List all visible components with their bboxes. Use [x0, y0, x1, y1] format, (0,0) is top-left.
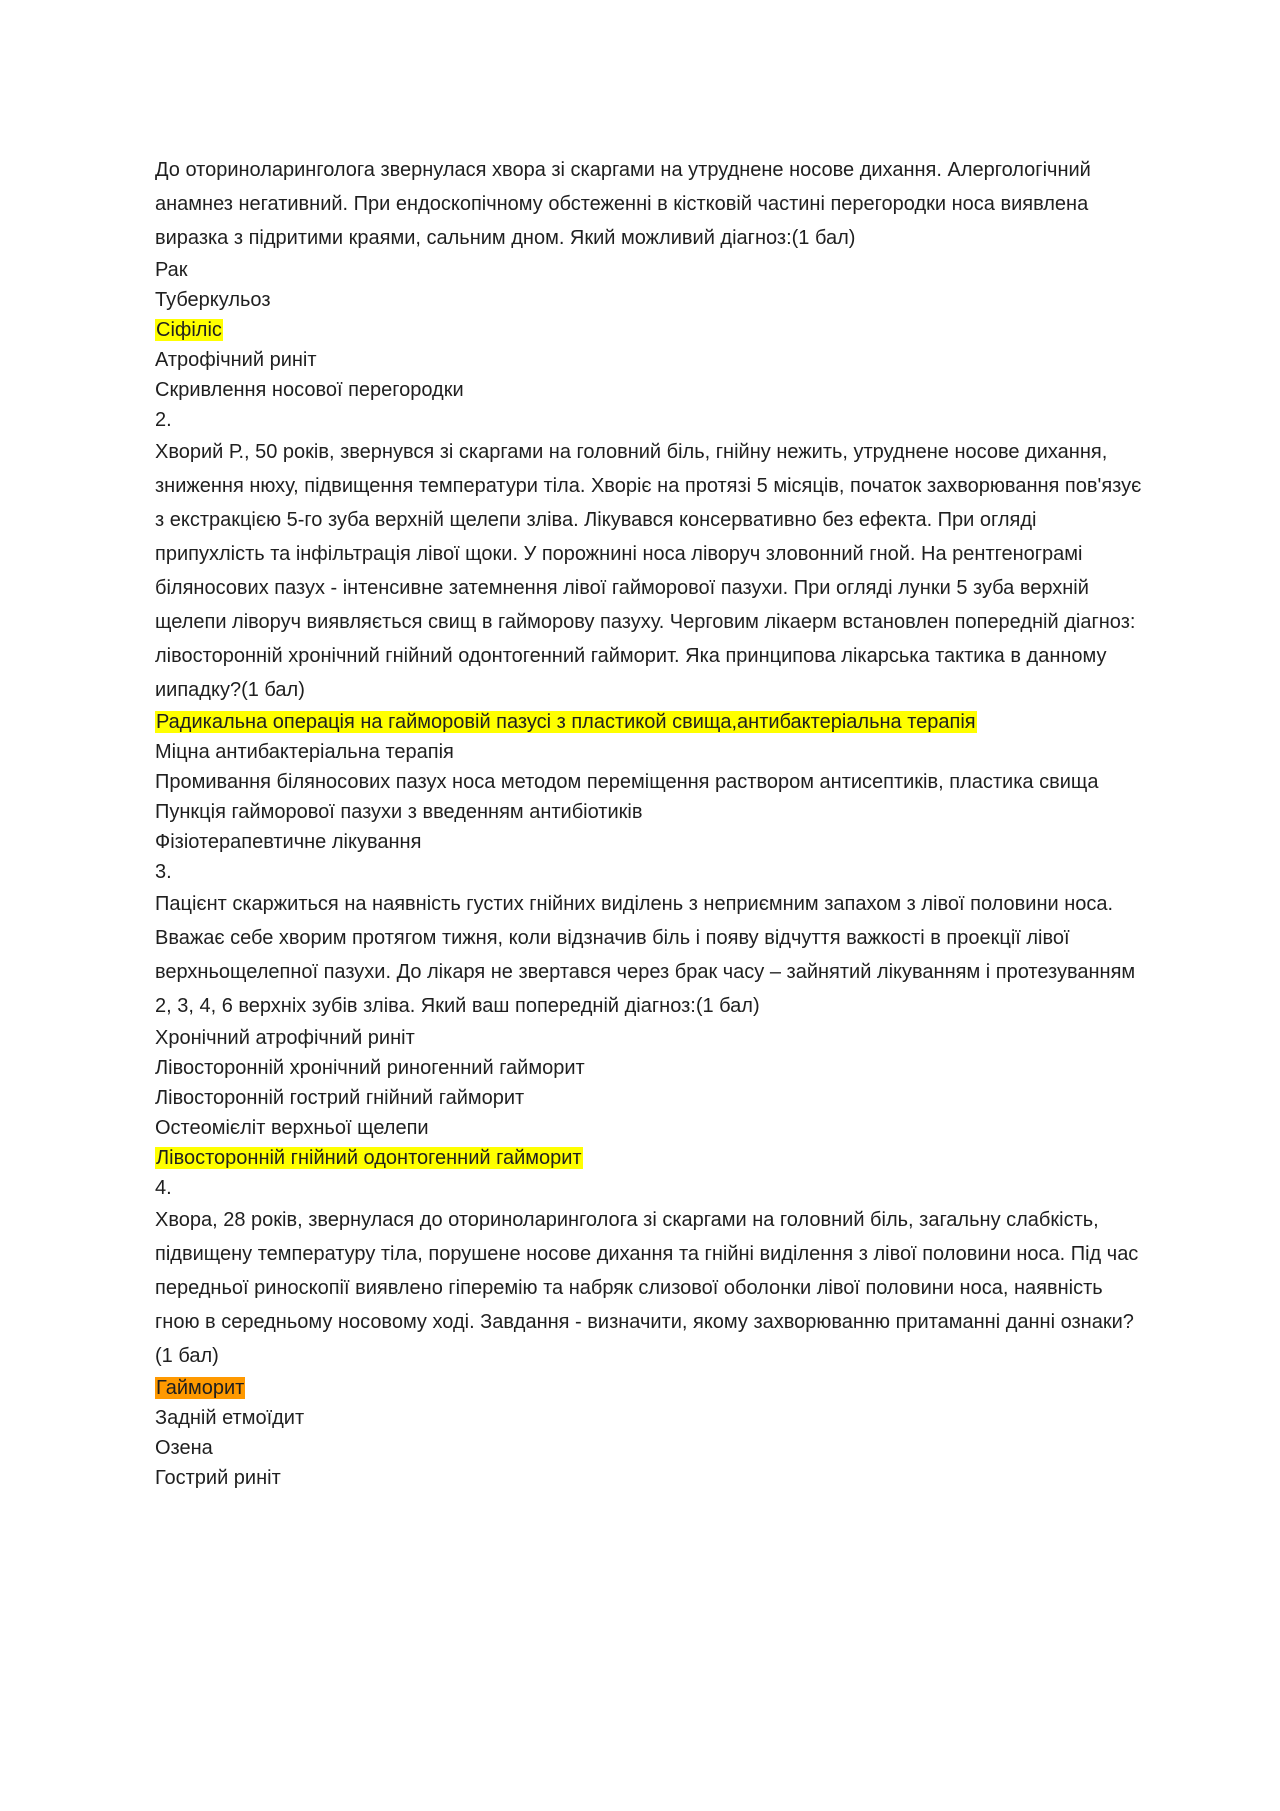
quiz-content: [155, 153, 1145, 1493]
question-3-text: Пацієнт скаржиться на наявність густих гнійних виділень з неприємним запахом з лівої половини носа. Вважає себе хворим протягом тижня, коли відзначив біль і появу відчуття важкості в проекції лівої верхньощелепної пазухи. До лікаря не звертався через брак часу – зайнятий лікуванням і протезуванням 2, 3, 4, 6 верхніх зубів зліва. Який ваш попередній діагноз:(1 бал): [155, 893, 1136, 1017]
answer-highlight: Радикальна операція на гайморовій пазусі з пластикой свища,антибактеріальна терапія: [156, 711, 976, 733]
answer-highlight: Лівосторонній гнійний одонтогенний гайморит: [156, 1147, 582, 1169]
question-2-option-correct: [155, 707, 1145, 737]
question-3-option: Остеомієліт верхньої щелепи: [155, 1117, 429, 1139]
question-1-option-correct: [155, 315, 1145, 345]
answer-highlight: Сіфіліс: [156, 319, 222, 341]
answer-highlight: Гайморит: [156, 1377, 245, 1399]
question-1-option: Туберкульоз: [155, 289, 271, 311]
question-2-option: Міцна антибактеріальна терапія: [155, 741, 454, 763]
question-2-option: Промивання біляносових пазух носа методом переміщення раствором антисептиків, пластика свища: [155, 771, 1099, 793]
question-3-number: 3.: [155, 861, 172, 883]
question-4-number: 4.: [155, 1177, 172, 1199]
question-1-option: Рак: [155, 259, 188, 281]
question-4-text: Хвора, 28 років, звернулася до оториноларинголога зі скаргами на головний біль, загальну слабкість, підвищену температуру тіла, порушене носове дихання та гнійні виділення з лівої половини носа. Під час передньої риноскопії виявлено гіперемію та набряк слизової оболонки лівої половини носа, наявність гною в середньому носовому ході. Завдання - визначити, якому захворюванню притаманні данні ознаки?(1 бал): [155, 1209, 1139, 1367]
question-3-option: Хронічний атрофічний риніт: [155, 1027, 415, 1049]
question-2-text: Хворий Р., 50 років, звернувся зі скаргами на головний біль, гнійну нежить, утруднене носове дихання, зниження нюху, підвищення температури тіла. Хворіє на протязі 5 місяців, початок захворювання пов'язує з екстракцією 5-го зуба верхній щелепи зліва. Лікувався консервативно без ефекта. При огляді припухлість та інфільтрація лівої щоки. У порожнині носа ліворуч зловонний гной. На рентгенограмі біляносових пазух - інтенсивне затемнення лівої гайморової пазухи. При огляді лунки 5 зуба верхній щелепи ліворуч виявляється свищ в гайморову пазуху. Черговим лікаерм встановлен попередній діагноз: лівосторонній хронічний гнійний одонтогенний гайморит. Яка принципова лікарська тактика в данному иипадку?(1 бал): [155, 441, 1142, 701]
question-1-text: До оториноларинголога звернулася хвора зі скаргами на утруднене носове дихання. Алергологічний анамнез негативний. При ендоскопічному обстеженні в кістковій частині перегородки носа виявлена виразка з підритими краями, сальним дном. Який можливий діагноз:(1 бал): [155, 159, 1091, 249]
question-1-option: Скривлення носової перегородки: [155, 379, 464, 401]
question-4-option: Озена: [155, 1437, 213, 1459]
question-4-option: Гострий риніт: [155, 1467, 281, 1489]
question-2-number: 2.: [155, 409, 172, 431]
question-3-option-correct: [155, 1143, 1145, 1173]
question-3-option: Лівосторонній хронічний риногенний гайморит: [155, 1057, 585, 1079]
question-4-option: Задній етмоїдит: [155, 1407, 305, 1429]
question-3-option: Лівосторонній гострий гнійний гайморит: [155, 1087, 525, 1109]
question-1-option: Атрофічний риніт: [155, 349, 317, 371]
question-2-option: Фізіотерапевтичне лікування: [155, 831, 422, 853]
question-4-option-correct: [155, 1373, 1145, 1403]
question-2-option: Пункція гайморової пазухи з введенням антибіотиків: [155, 801, 643, 823]
